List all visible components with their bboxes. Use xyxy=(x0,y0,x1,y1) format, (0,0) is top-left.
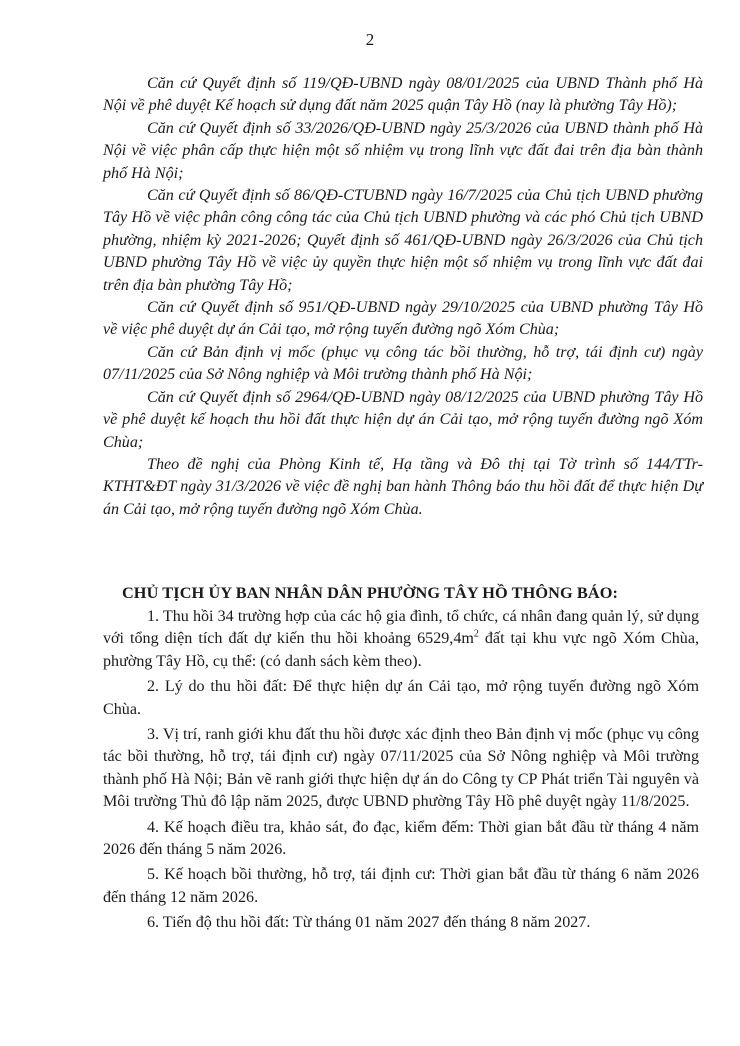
notice-item-2: 2. Lý do thu hồi đất: Để thực hiện dự án Cải tạo, mở rộng tuyến đường ngõ Xóm Chùa. xyxy=(103,678,699,718)
notice-item-4: 4. Kế hoạch điều tra, khảo sát, đo đạc, kiểm đếm: Thời gian bắt đầu từ tháng 4 năm 2026 đến tháng 5 năm 2026. xyxy=(103,818,699,859)
legal-basis-section xyxy=(103,73,703,521)
legal-basis-paragraph: Căn cứ Quyết định số 119/QĐ-UBND ngày 08/01/2025 của UBND Thành phố Hà Nội về phê duyệt Kế hoạch sử dụng đất năm 2025 quận Tây Hồ (nay là phường Tây Hồ); xyxy=(103,75,703,115)
item-1-text-end: đất tại khu vực ngõ Xóm Chùa, phường Tây Hồ, cụ thể: (có danh sách kèm theo). xyxy=(103,630,699,670)
page-number: 2 xyxy=(365,30,375,49)
legal-basis-paragraph: Căn cứ Quyết định số 33/2026/QĐ-UBND ngày 25/3/2026 của UBND thành phố Hà Nội về việc phân cấp thực hiện một số nhiệm vụ trong lĩnh vực đất đai trên địa bàn thành phố Hà Nội; xyxy=(103,119,703,182)
legal-basis-paragraph: Theo đề nghị của Phòng Kinh tế, Hạ tầng và Đô thị tại Tờ trình số 144/TTr-KTHT&ĐT ngày 31/3/2026 về việc đề nghị ban hành Thông báo thu hồi đất để thực hiện Dự án Cải tạo, mở rộng tuyến đường ngõ Xóm Chùa. xyxy=(103,455,703,518)
item-1-text-start: 1. Thu hồi 34 trường hợp của các hộ gia đình, tổ chức, cá nhân đang quản lý, sử dụng với tổng diện tích đất dự kiến thu hồi khoảng 6529,4m xyxy=(103,608,699,648)
area-unit-superscript: 2 xyxy=(473,629,479,641)
legal-basis-paragraph: Căn cứ Quyết định số 86/QĐ-CTUBND ngày 16/7/2025 của Chủ tịch UBND phường Tây Hồ về việc phân công công tác của Chủ tịch UBND phường và các phó Chủ tịch UBND phường, nhiệm kỳ 2021-2026; Quyết định số 461/QĐ-UBND ngày 26/3/2026 của Chủ tịch UBND phường Tây Hồ về việc ủy quyền thực hiện một số nhiệm vụ trong lĩnh vực đất đai trên địa bàn phường Tây Hồ; xyxy=(103,187,703,294)
notice-item-3: 3. Vị trí, ranh giới khu đất thu hồi được xác định theo Bản định vị mốc (phục vụ công tác bồi thường, hỗ trợ, tái định cư) ngày 07/11/2025 của Sở Nông nghiệp và Môi trường thành phố Hà Nội; Bản vẽ ranh giới thực hiện dự án do Công ty CP Phát triển Tài nguyên và Môi trường Thủ đô lập năm 2025, được UBND phường Tây Hồ phê duyệt ngày 11/8/2025. xyxy=(103,726,699,811)
notice-body xyxy=(103,606,699,938)
legal-basis-paragraph: Căn cứ Quyết định số 2964/QĐ-UBND ngày 08/12/2025 của UBND phường Tây Hồ về phê duyệt kế hoạch thu hồi đất thực hiện dự án Cải tạo, mở rộng tuyến đường ngõ Xóm Chùa; xyxy=(103,388,703,451)
notice-item-5: 5. Kế hoạch bồi thường, hỗ trợ, tái định cư: Thời gian bắt đầu từ tháng 6 năm 2026 đến tháng 12 năm 2026. xyxy=(103,866,699,906)
notice-item-1 xyxy=(103,606,699,673)
notice-heading: CHỦ TỊCH ỦY BAN NHÂN DÂN PHƯỜNG TÂY HỒ THÔNG BÁO: xyxy=(121,583,619,602)
notice-item-6: 6. Tiến độ thu hồi đất: Từ tháng 01 năm 2027 đến tháng 8 năm 2027. xyxy=(147,914,591,932)
legal-basis-paragraph: Căn cứ Quyết định số 951/QĐ-UBND ngày 29/10/2025 của UBND phường Tây Hồ về việc phê duyệt dự án Cải tạo, mở rộng tuyến đường ngõ Xóm Chùa; xyxy=(103,299,703,339)
legal-basis-paragraph: Căn cứ Bản định vị mốc (phục vụ công tác bồi thường, hỗ trợ, tái định cư) ngày 07/11/2025 của Sở Nông nghiệp và Môi trường thành phố Hà Nội; xyxy=(103,343,703,384)
